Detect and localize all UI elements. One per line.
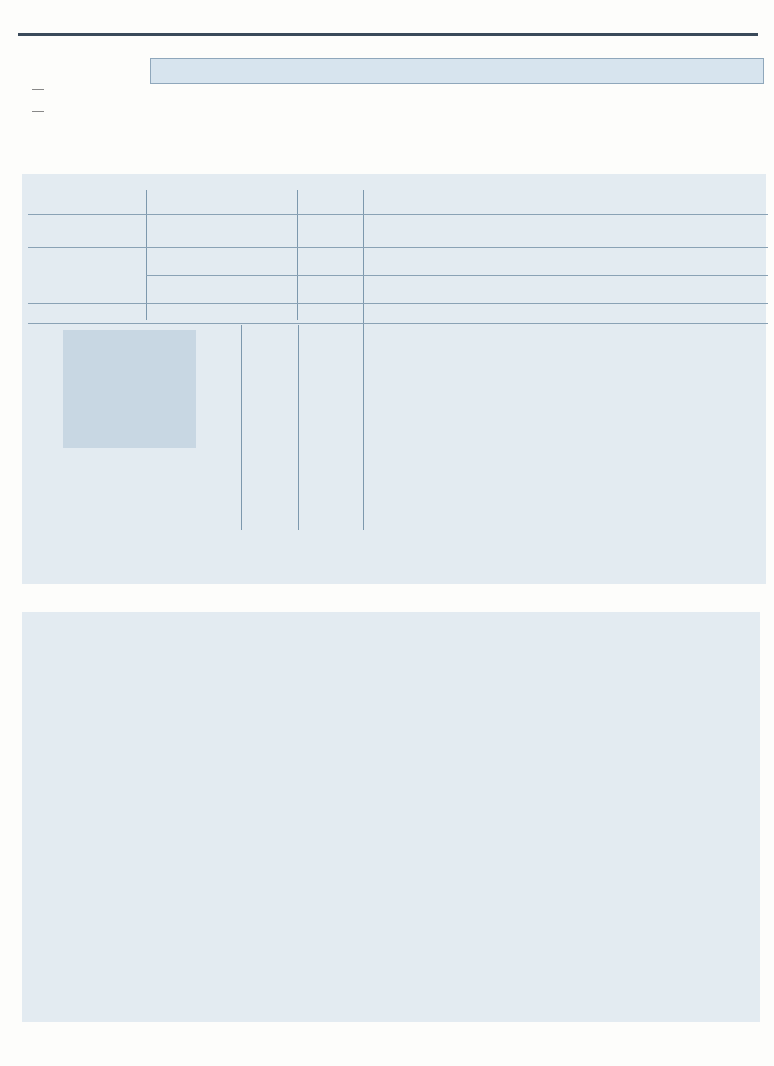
mono-220-row: [296, 134, 766, 145]
divider: [363, 190, 364, 530]
calc-steps-bar: [150, 58, 764, 84]
section3-panel: [22, 612, 760, 1022]
formula-tri: [32, 108, 44, 115]
divider: [146, 275, 768, 276]
divider: [28, 303, 768, 304]
top-rule: [18, 33, 758, 36]
divider: [28, 214, 768, 215]
divider: [146, 190, 147, 320]
divider: [241, 325, 242, 530]
kw-row: [296, 114, 766, 127]
divider: [28, 247, 768, 248]
example-box: [63, 330, 196, 448]
divider: [28, 323, 768, 324]
divider: [298, 325, 299, 530]
divider: [297, 190, 298, 320]
cv-row: [296, 101, 766, 114]
power-grid-top: [296, 101, 766, 127]
tri-380-row: [296, 145, 766, 156]
formula-mono: [32, 86, 44, 93]
power-grid-bottom: [296, 134, 766, 156]
